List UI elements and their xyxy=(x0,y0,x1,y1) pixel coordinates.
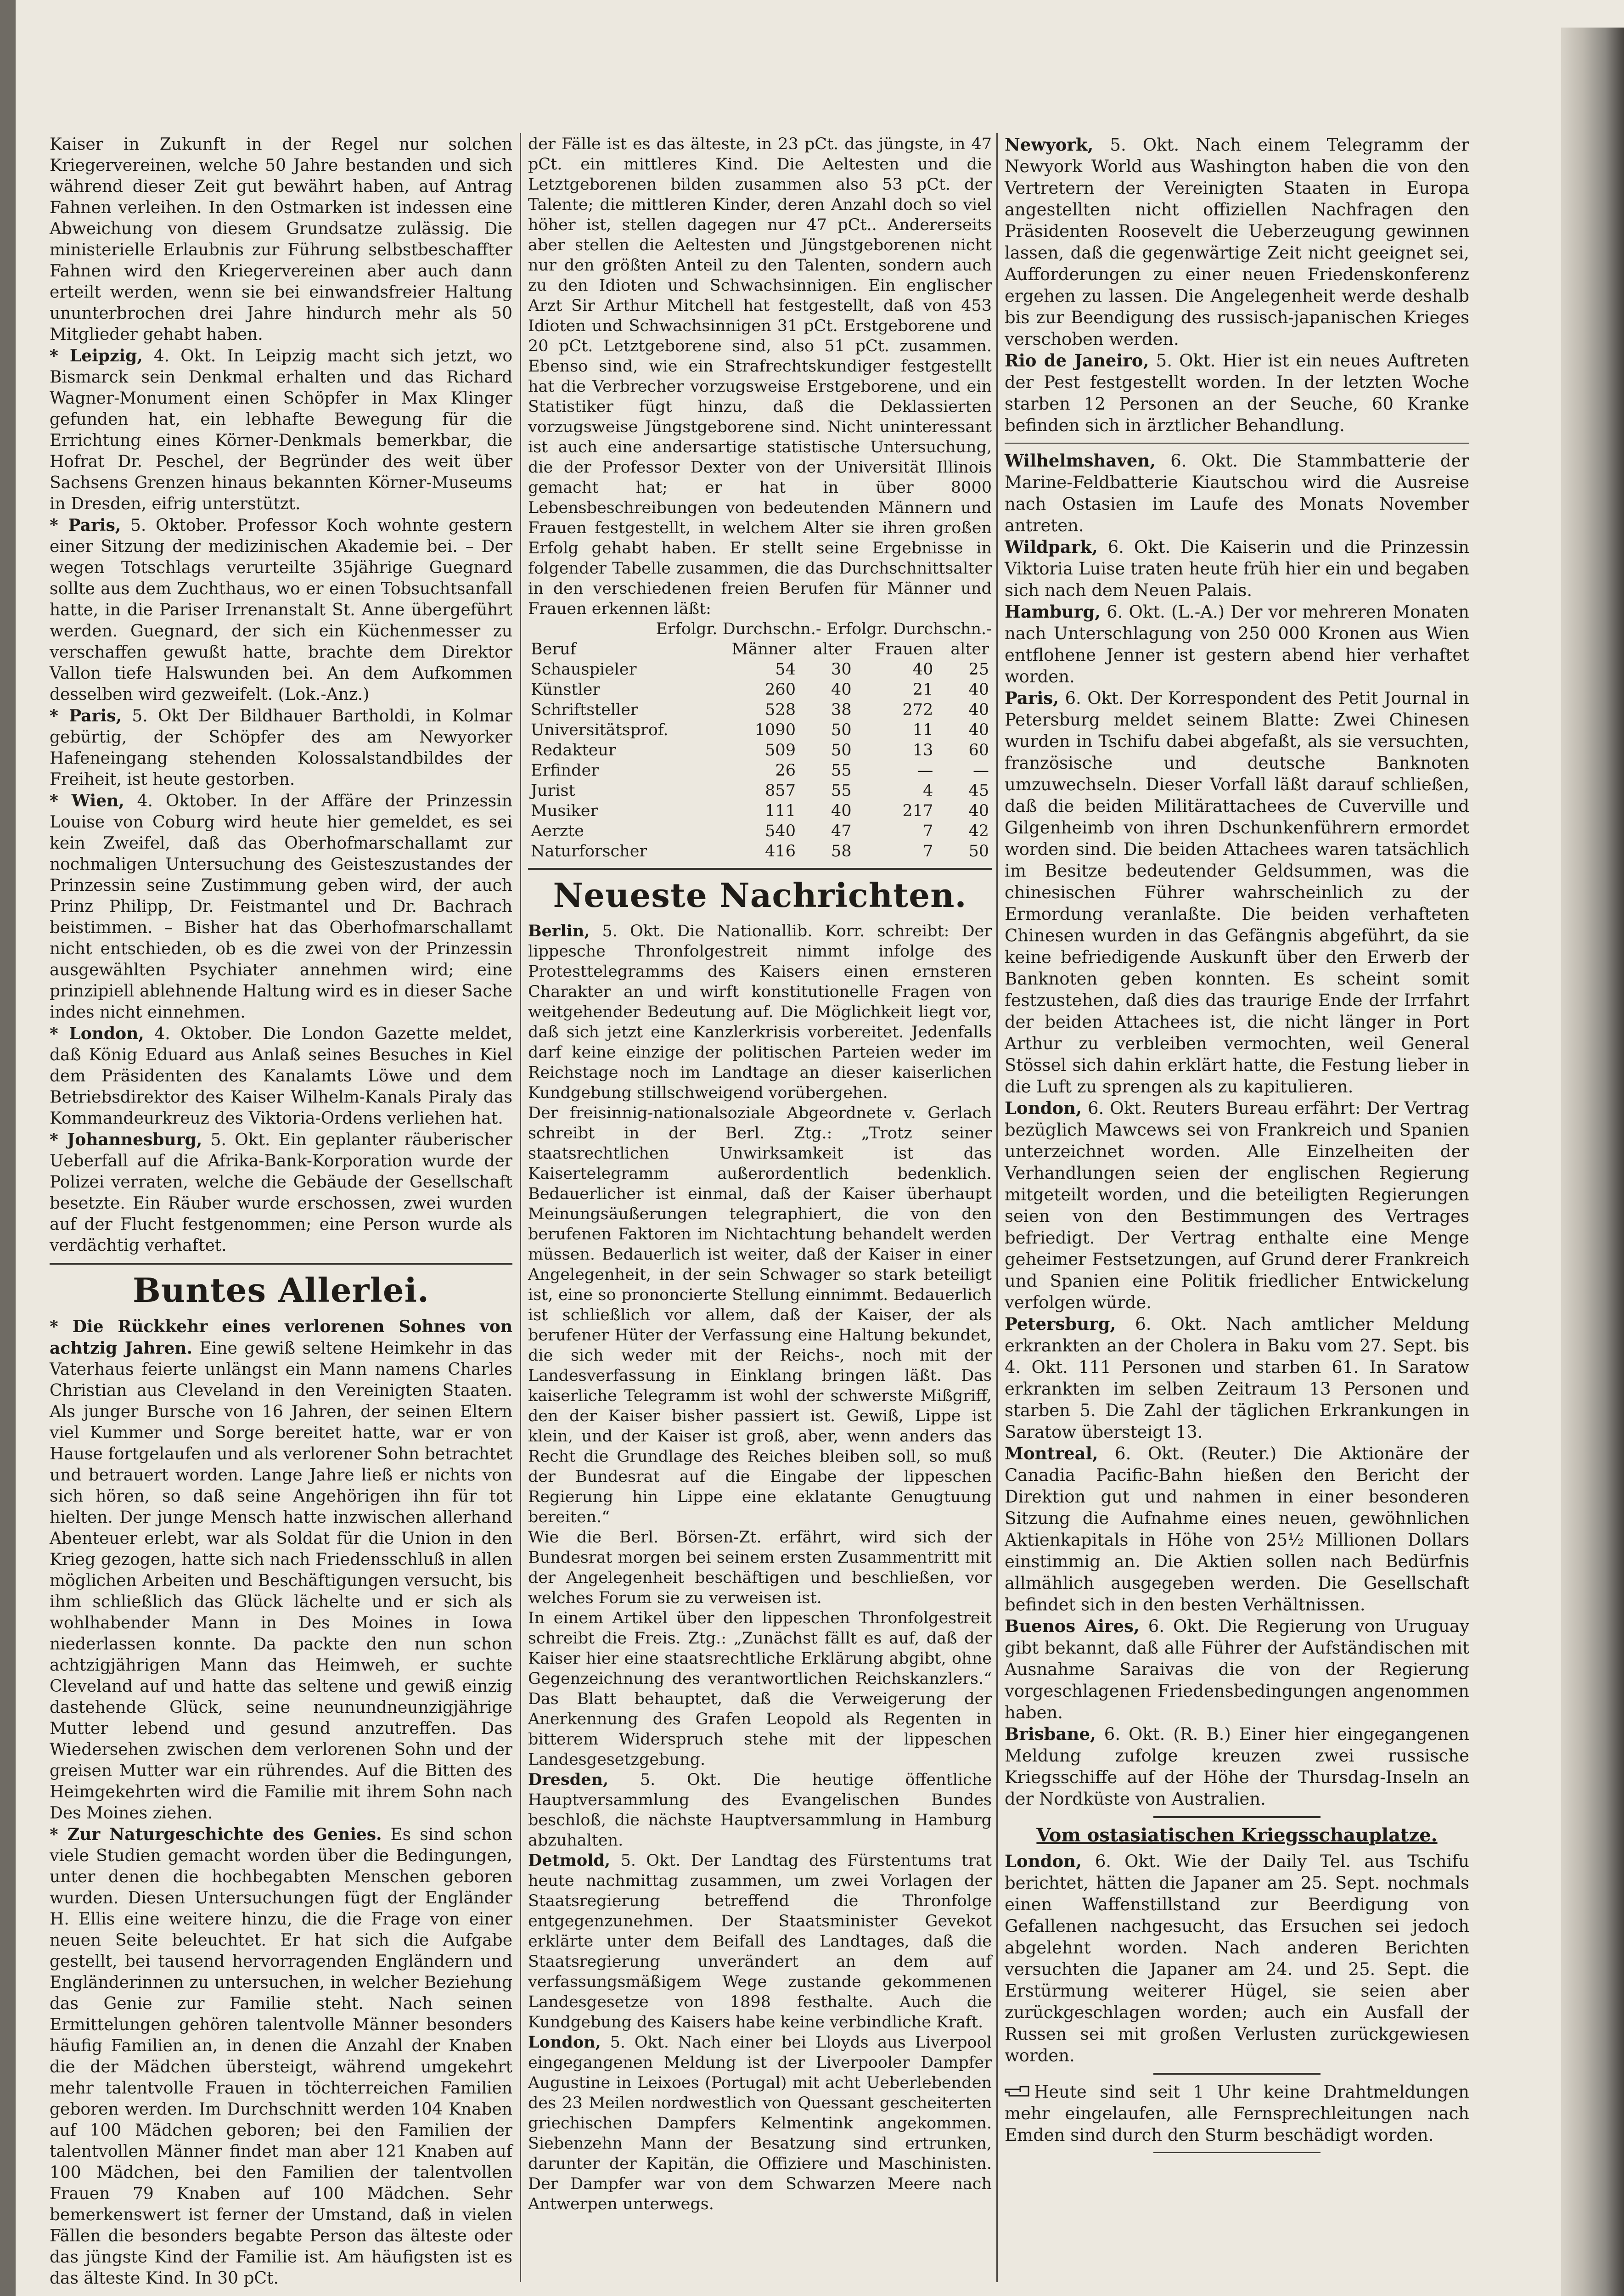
dateline: * Leipzig, xyxy=(50,346,143,366)
value-cell: 7 xyxy=(923,842,933,861)
value-cell: 857 xyxy=(765,782,796,800)
article-text: 6. Okt. Der Korrespondent des Petit Journal in Petersburg meldet seinem Blatte: Zwei Chinesen wurden in Tschifu dabei abgefaßt, als sie versuchten, französische und deutsche Banknoten umzuwechseln. Dieser Vorfall läßt darauf schließen, daß die beiden Militärattachees de Cuverville und Gilgenheimb von ihren Dschunkenführern ermordet worden sind. Die beiden Attachees waren tatsächlich im Besitze bedeutender Geldsummen, was die chinesischen Führer wahrscheinlich zu der Ermordung veranlaßte. Die beiden verhafteten Chinesen wurden in das Gefängnis abgeführt, da sie keine befriedigende Auskunft über den Erwerb der Banknoten geben konnten. Es scheint somit festzustehen, daß dies das traurige Ende der Irrfahrt der beiden Attachees ist, die nicht länger in Port Arthur zu verbleiben vermochten, weil General Stössel sich dahin erklärt hatte, die Festung lieber in die Luft zu sprengen als zu kapitulieren. xyxy=(1005,688,1469,1097)
article-text: Heute sind seit 1 Uhr keine Drahtmeldungen mehr eingelaufen, alle Fernsprechleitungen nach Emden sind durch den Sturm beschädigt worden. xyxy=(1005,2082,1469,2145)
value-cell: 54 xyxy=(775,660,796,679)
value-cell: 40 xyxy=(831,681,852,699)
article-text: 6. Okt. Reuters Bureau erfährt: Der Vertrag bezüglich Mawcews sei von Frankreich und Spanien unterzeichnet worden. Alle Einzelheiten der Verhandlungen seien der englischen Regierung mitgeteilt worden, und die beteiligten Regierungen seien von den Bestimmungen des Vertrages befriedigt. Der Vertrag enthalte eine Menge geheimer Festsetzungen, auf Grund derer Frankreich und Spanien eine Politik friedlicher Entwickelung verfolgen würde. xyxy=(1005,1098,1469,1312)
section-heading-neueste-nachrichten: Neueste Nachrichten. xyxy=(553,876,967,915)
article-text: 5. Okt. Die Nationallib. Korr. schreibt: Der lippesche Thronfolgestreit nimmt infolge des Protesttelegramms des Kaisers einen ernsteren Charakter an und wirft konstitutionelle Fragen von weitgehender Bedeutung auf. Die Möglichkeit liegt vor, daß sich jetzt eine Kanzlerkrisis vorbereitet. Jedenfalls darf keine einzige der politischen Parteien weder im Reichstage noch im Landtage an dieser kaiserlichen Kundgebung stillschweigend vorübergehen. xyxy=(528,922,992,1102)
column-1 xyxy=(50,134,512,2289)
column-divider-1 xyxy=(520,133,521,2282)
profession-cell: Musiker xyxy=(531,802,598,820)
value-cell: 540 xyxy=(765,822,796,840)
profession-cell: Naturforscher xyxy=(531,842,647,861)
news-item-london xyxy=(50,1023,512,1129)
value-cell: 217 xyxy=(902,802,933,820)
article-text: 6. Okt. (L.-A.) Der vor mehreren Monaten nach Unterschlagung von 250 000 Kronen aus Wien entflohene Jenner ist gestern abend hier verhaftet worden. xyxy=(1005,602,1469,687)
article-text: Kaiser in Zukunft in der Regel nur solchen Kriegervereinen, welche 50 Jahre bestanden und sich während dieser Zeit gut bewährt haben, auf Antrag Fahnen verleihen. In den Ostmarken ist indessen eine Abweichung von diesem Grundsatze zulässig. Die ministerielle Erlaubnis zur Führung selbstbeschaffter Fahnen wird den Kriegervereinen aber auch dann erteilt werden, wenn sie bei einwandsfreier Haltung ununterbrochen drei Jahre hindurch mehr als 50 Mitglieder gehabt haben. xyxy=(50,135,512,344)
value-cell: 13 xyxy=(912,741,933,760)
article-text: Der freisinnig-nationalsoziale Abgeordnete v. Gerlach schreibt in der Berl. Ztg.: „Trotz seiner staatsrechtlichen Unwirksamkeit ist das Kaisertelegramm außerordentlich bedenklich. Bedauerlicher ist einmal, daß der Kaiser überhaupt Meinungsäußerungen telegraphiert, die von den berufenen Faktoren im Nichtachtung behandelt werden müssen. Bedauerlich ist weiter, daß der Kaiser in einer Angelegenheit, in der sein Schwager so stark beteiligt ist, eine so prononcierte Stellung einnimmt. Bedauerlich ist schließlich vor allem, daß der Kaiser, der als berufener Hüter der Verfassung eine Haltung bekundet, die sich weder mit der Reichs-, noch mit der Landesverfassung in Einklang bringen läßt. Das kaiserliche Telegramm ist wohl der schwerste Mißgriff, den der Kaiser bisher passiert ist. Gewiß, Lippe ist klein, und der Kaiser ist groß, aber, wenn anders das Recht die Grundlage des Reiches bleiben soll, so muß der Bundesrat auf die Eingabe der lippeschen Regierung hin Lippe eine eklatante Genugtuung bereiten.“ xyxy=(528,1104,992,1526)
news-item-montreal xyxy=(1005,1443,1469,1615)
news-item-london-2 xyxy=(1005,1851,1469,2066)
value-cell: 30 xyxy=(831,660,852,679)
article-text: 5. Okt. Hier ist ein neues Auftreten der Pest festgestellt worden. In der letzten Woche starben 12 Personen an der Seuche, 60 Kranke befinden sich in ärztlicher Behandlung. xyxy=(1005,351,1469,435)
dateline: Wilhelmshaven, xyxy=(1005,450,1156,471)
value-cell: 50 xyxy=(831,741,852,760)
dateline: Wildpark, xyxy=(1005,537,1098,557)
table-row xyxy=(528,801,992,821)
profession-cell: Künstler xyxy=(531,681,601,699)
section-rule xyxy=(528,868,992,870)
value-cell: 272 xyxy=(902,701,933,719)
value-cell: 40 xyxy=(831,802,852,820)
article-text: 5. Okt. Der Landtag des Fürstentums trat heute nachmittag zusammen, um zwei Vorlagen der Staatsregierung betreffend die Thronfolge entgegenzunehmen. Der Staatsminister Gevekot erklärte unter dem Beifall des Landtages, daß die Staatsregierung unverändert an dem auf verfassungsmäßigem Wege zustande gekommenen Landesgesetze von 1898 festhalte. Auch die Kundgebung des Kaisers habe keine verbindliche Kraft. xyxy=(528,1851,992,2032)
dateline: Newyork, xyxy=(1005,135,1094,155)
value-cell: 40 xyxy=(968,681,989,699)
article-text: Eine gewiß seltene Heimkehr in das Vaterhaus feierte unlängst ein Mann namens Charles Christian aus Cleveland in den Vereinigten Staaten. Als junger Bursche von 16 Jahren, der seinen Eltern viel Kummer und Sorge bereitet hatte, war er von Hause fortgelaufen und als verlorener Sohn betrachtet und betrauert worden. Lange Jahre ließ er nichts von sich hören, so daß seine Angehörigen ihn für tot hielten. Der junge Mensch hatte inzwischen allerhand Abenteuer erlebt, war als Soldat für die Union in den Krieg gezogen, hatte sich nach Friedensschluß in allen möglichen Arbeiten und Beschäftigungen versucht, bis ihm schließlich das Glück lächelte und er sich als wohlhabender Mann in Des Moines in Iowa niederlassen konnte. Da packte den nun schon achtzigjährigen Mann das Heimweh, er suchte Cleveland auf und hatte das seltene und gewiß einzig dastehende Glück, seine neunundneunzigjährige Mutter lebend und gesund anzutreffen. Das Wiedersehen zwischen dem verlorenen Sohn und der greisen Mutter war ein rührendes. Auf die Bitten des Heimgekehrten wird die Familie mit ihrem Sohn nach Des Moines ziehen. xyxy=(50,1339,512,1823)
article-text: 5. Okt. Nach einem Telegramm der Newyork World aus Washington haben die von den Vertretern der Vereinigten Staaten in Europa angestellten nicht offiziellen Nachfragen den Präsidenten Roosevelt die Ueberzeugung gewinnen lassen, daß die gegenwärtige Zeit nicht geeignet sei, Aufforderungen zu einer neuen Friedenskonferenz ergehen zu lassen. Die Angelegenheit werde deshalb bis zur Beendigung des russisch-japanischen Krieges verschoben werden. xyxy=(1005,135,1469,349)
section-rule xyxy=(1153,2152,1321,2153)
article-text: Wie die Berl. Börsen-Zt. erfährt, wird sich der Bundesrat morgen bei seinem ersten Zusammentritt mit der Angelegenheit beschäftigen und beschließen, vor welches Forum sie zu verweisen ist. xyxy=(528,1528,992,1607)
profession-cell: Universitätsprof. xyxy=(531,721,669,739)
news-item-paris-2 xyxy=(50,705,512,790)
value-cell: 111 xyxy=(765,802,796,820)
news-item-paris-1 xyxy=(50,515,512,705)
value-cell: 45 xyxy=(968,782,989,800)
value-cell: 40 xyxy=(912,660,933,679)
article-text: 6. Okt. Wie der Daily Tel. aus Tschifu berichtet, hätten die Japaner am 25. Sept. nochmals einen Waffenstillstand zur Beerdigung von Gefallenen nachgesucht, das Ersuchen sei jedoch abgelehnt worden. Nach anderen Berichten versuchten die Japaner am 24. und 25. Sept. die Erstürmung weiterer Hügel, sie seien aber zurückgeschlagen worden; auch ein Ausfall der Russen sei mit großen Verlusten zurückgewiesen worden. xyxy=(1005,1851,1469,2065)
pointing-hand-icon xyxy=(1005,2081,1034,2103)
profession-cell: Jurist xyxy=(531,782,575,800)
dateline: Berlin, xyxy=(528,922,590,940)
value-cell: 47 xyxy=(831,822,852,840)
table-header-row xyxy=(528,639,992,659)
table-row xyxy=(528,760,992,781)
value-cell: 40 xyxy=(968,802,989,820)
dateline: * Johannesburg, xyxy=(50,1130,202,1149)
table-body xyxy=(528,659,992,861)
column-3 xyxy=(1005,134,1469,2160)
news-item-dresden xyxy=(528,1770,992,1851)
value-cell: 50 xyxy=(968,842,989,861)
table-row xyxy=(528,821,992,841)
profession-cell: Redakteur xyxy=(531,741,616,760)
news-item-wildpark xyxy=(1005,536,1469,601)
article-text: 5. Okt. Die heutige öffentliche Hauptversammlung des Evangelischen Bundes beschloß, die nächste Hauptversammlung in Hamburg abzuhalten. xyxy=(528,1771,992,1850)
profession-cell: Erfinder xyxy=(531,761,599,780)
value-cell: 58 xyxy=(831,842,852,861)
dateline: Montreal, xyxy=(1005,1443,1098,1463)
profession-cell: Schauspieler xyxy=(531,660,637,679)
article-text: 6. Okt. Nach amtlicher Meldung erkrankten an der Cholera in Baku vom 27. Sept. bis 4. Okt. 111 Personen und starben 61. In Saratow erkrankten im selben Zeitraum 13 Personen und starben 5. Die Zahl der täglichen Erkrankungen in Saratow übersteigt 13. xyxy=(1005,1314,1469,1442)
column-header: alter xyxy=(950,640,989,658)
article-text: Es sind schon viele Studien gemacht worden über die Bedingungen, unter denen die hochbegabten Menschen geboren wurden. Diesen Untersuchungen fügt der Engländer H. Ellis eine weitere hinzu, die die Frage von einer neuen Seite beleuchtet. Er hat sich die Aufgabe gestellt, bei tausend hervorragenden Engländern und Engländerinnen zu untersuchen, in welcher Beziehung das Genie zur Familie steht. Nach seinen Ermittelungen gehören talentvolle Männer besonders häufig Familien an, in denen die Anzahl der Knaben die der Mädchen übersteigt, während umgekehrt mehr talentvolle Frauen in töchterreichen Familien geboren werden. Im Durchschnitt werden 104 Knaben auf 100 Mädchen geboren; bei den Familien der talentvollen Männer findet man aber 121 Knaben auf 100 Mädchen, bei den Familien der talentvollen Frauen 79 Knaben auf 100 Mädchen. Sehr bemerkenswert ist ferner der Umstand, daß in vielen Fällen die besonders begabte Person das älteste oder das jüngste Kind der Familie ist. Am häufigsten ist es das älteste Kind. In 30 pCt. xyxy=(50,1825,513,2288)
news-item-wien xyxy=(50,790,512,1023)
value-cell: 26 xyxy=(775,761,796,780)
column-divider-2 xyxy=(996,133,998,2282)
dateline: Dresden, xyxy=(528,1770,609,1789)
value-cell: 40 xyxy=(968,721,989,739)
dateline: Paris, xyxy=(1005,688,1059,708)
value-cell: 528 xyxy=(765,701,796,719)
value-cell: 38 xyxy=(831,701,852,719)
news-item-wilhelmshaven xyxy=(1005,450,1469,536)
value-cell: 25 xyxy=(968,660,989,679)
table-row xyxy=(528,841,992,861)
table-row xyxy=(528,720,992,740)
dateline: Brisbane, xyxy=(1005,1724,1096,1744)
value-cell: 55 xyxy=(831,761,852,780)
article-text: 5. Oktober. Professor Koch wohnte gestern einer Sitzung der medizinischen Akademie bei. – Der wegen Totschlags verurteilte 35jährige Guegnard sollte aus dem Zuchthaus, wo er einen Tobsuchtsanfall hatte, in die Pariser Irrenanstalt St. Anne übergeführt werden. Guegnard, der sich ein Küchenmesser zu verschaffen gewußt hatte, brachte dem Direktor Vallon tiefe Halswunden bei. An dem Aufkommen desselben wird gezweifelt. (Lok.-Anz.) xyxy=(50,516,512,704)
table-row xyxy=(528,659,992,680)
value-cell: 4 xyxy=(923,782,933,800)
value-cell: 50 xyxy=(831,721,852,739)
table-row xyxy=(528,680,992,700)
section-heading-buntes-allerlei: Buntes Allerlei. xyxy=(132,1271,430,1310)
value-cell: 509 xyxy=(765,741,796,760)
article-text: 6. Okt. (Reuter.) Die Aktionäre der Canadia Pacific-Bahn hießen den Bericht der Direktion gut und nahmen in einer besonderen Sitzung die Aufnahme eines neuen, gewöhnlichen Aktienkapitals in Höhe von 25½ Millionen Dollars einstimmig an. Die Aktien sollen nach Bedürfnis allmählich ausgegeben werden. Die Gesellschaft befindet sich in den besten Verhältnissen. xyxy=(1005,1444,1469,1615)
value-cell: 1090 xyxy=(754,721,796,739)
article-text: 6. Okt. Die Regierung von Uruguay gibt bekannt, daß alle Führer der Aufständischen mit Ausnahme Saraivas die von der Regierung vorgeschlagenen Friedensbedingungen angenommen haben. xyxy=(1005,1616,1469,1722)
news-item-london xyxy=(1005,1097,1469,1313)
dateline: Hamburg, xyxy=(1005,602,1101,622)
article-text: 4. Okt. In Leipzig macht sich jetzt, wo Bismarck sein Denkmal erhalten und das Richard Wagner-Monument einen Schöpfer in Max Klinger gefunden hat, ein lebhafte Bewegung für die Errichtung eines Körner-Denkmals bemerkbar, die Hofrat Dr. Peschel, der Begründer des weit über Sachsens Grenzen hinaus bekannten Körner-Museums in Dresden, eifrig unterstützt. xyxy=(50,347,512,513)
profession-age-table xyxy=(528,639,992,861)
dateline: Petersburg, xyxy=(1005,1314,1116,1334)
news-item-rio xyxy=(1005,350,1469,436)
table-row xyxy=(528,740,992,760)
item-title: * Die Rückkehr eines verlorenen Sohnes von achtzig Jahren. xyxy=(50,1317,512,1358)
value-cell: — xyxy=(973,761,989,780)
value-cell: 55 xyxy=(831,782,852,800)
article-text: 5. Okt. Ein geplanter räuberischer Ueberfall auf die Afrika-Bank-Korporation wurde der Polizei verraten, welche die Gebäude der Gesellschaft besetzte. Ein Räuber wurde erschossen, zwei wurden auf der Flucht festgenommen; eine Person wurde als verdächtig verhaftet. xyxy=(50,1131,512,1255)
article-text: 6. Okt. (R. B.) Einer hier eingegangenen Meldung zufolge kreuzen zwei russische Kriegsschiffe auf der Höhe der Thursdag-Inseln an der Nordküste von Australien. xyxy=(1005,1724,1469,1809)
dateline: * Wien, xyxy=(50,791,124,810)
dateline: Buenos Aires, xyxy=(1005,1616,1140,1636)
news-item-london xyxy=(528,2032,992,2214)
dateline: Detmold, xyxy=(528,1851,611,1870)
page-edge-shadow xyxy=(1561,28,1624,2296)
article-text: der Fälle ist es das älteste, in 23 pCt. das jüngste, in 47 pCt. ein mittleres Kind. Die Aeltesten und die Letztgeborenen bilden zusammen also 53 pCt. der Talente; die mittleren Kinder, deren Anzahl doch so viel höher ist, stellen dagegen nur 47 pCt.. Andererseits aber stellen die Aeltesten und Jüngstgeborenen nicht nur den größten Anteil zu den Talenten, sondern auch zu den Idioten und Schwachsinnigen. Ein englischer Arzt Sir Arthur Mitchell hat festgestellt, daß von 453 Idioten und Schwachsinnigen 31 pCt. Erstgeborene und 20 pCt. Letztgeborene sind, also 51 pCt. zusammen. Ebenso sind, wie ein Strafrechtskundiger festgestellt hat die Verbrecher vorzugsweise Erstgeborene, und ein Statistiker fügt hinzu, daß die Deklassierten vorzugsweise Jüngstgeborene sind. Nicht uninteressant ist auch eine andersartige statistische Untersuchung, die der Professor Dexter von der Universität Illinois gemacht hat; er hat in über 8000 Lebensbeschreibungen von bedeutenden Männern und Frauen festgestellt, in welchem Alter sie ihren großen Erfolg gehabt haben. Er stellt seine Ergebnisse in folgender Tabelle zusammen, die das Durchschnittsalter in den verschiedenen freien Berufen für Männer und Frauen erkennen läßt: xyxy=(528,135,992,618)
news-item-buenos-aires xyxy=(1005,1615,1469,1723)
dateline: * Paris, xyxy=(50,516,121,535)
table-row xyxy=(528,781,992,801)
news-item-newyork xyxy=(1005,134,1469,350)
dateline: * London, xyxy=(50,1024,144,1043)
value-cell: 21 xyxy=(912,681,933,699)
section-rule xyxy=(1153,1816,1321,1818)
column-header: alter xyxy=(813,640,852,658)
value-cell: 7 xyxy=(923,822,933,840)
news-item-detmold xyxy=(528,1851,992,2032)
subheading-kriegsschauplatz: Vom ostasiatischen Kriegsschauplatze. xyxy=(1036,1824,1438,1846)
value-cell: 40 xyxy=(968,701,989,719)
column-2 xyxy=(528,134,992,2214)
section-rule xyxy=(1005,443,1469,444)
table-caption: Erfolgr. Durchschn.- Erfolgr. Durchschn.- xyxy=(656,620,992,638)
value-cell: — xyxy=(917,761,933,780)
profession-cell: Schriftsteller xyxy=(531,701,638,719)
dateline: * Paris, xyxy=(50,706,122,726)
news-item-johannesburg xyxy=(50,1129,512,1256)
notice-drahtmeldungen xyxy=(1005,2081,1469,2146)
dateline: London, xyxy=(528,2033,601,2052)
binding-gutter xyxy=(0,0,16,2296)
value-cell: 416 xyxy=(765,842,796,861)
value-cell: 60 xyxy=(968,741,989,760)
article-text: 4. Oktober. In der Affäre der Prinzessin Louise von Coburg wird heute hier gemeldet, es sei kein Zweifel, daß das Oberhofmarschallamt zur nochmaligen Untersuchung des Geisteszustandes der Prinzessin seine Zustimmung geben wird, der auch Prinz Philipp, Dr. Feistmantel und Dr. Bachrach beistimmen. – Bisher hat das Oberhofmarschallamt nicht entschieden, ob es die zwei von der Prinzessin ausgewählten Psychiater annehmen wird; eine prinzipiell ablehnende Haltung wird es in dieser Sache indes nicht einnehmen. xyxy=(50,792,512,1022)
value-cell: 260 xyxy=(765,681,796,699)
article-text: In einem Artikel über den lippeschen Thronfolgestreit schreibt die Freis. Ztg.: „Zunächst fällt es auf, daß der Kaiser hier eine staatsrechtliche Erklärung abgibt, ohne Gegenzeichnung des verantwortlichen Reichskanzlers.“ Das Blatt behauptet, daß die Verweigerung der Anerkennung des Grafen Leopold als Regenten in bitterem Widerspruch stehe mit der lippeschen Landesgesetzgebung. xyxy=(528,1609,992,1769)
news-item-brisbane xyxy=(1005,1723,1469,1810)
news-item-hamburg xyxy=(1005,601,1469,687)
dateline: Rio de Janeiro, xyxy=(1005,350,1149,371)
item-title: * Zur Naturgeschichte des Genies. xyxy=(50,1825,382,1844)
value-cell: 42 xyxy=(968,822,989,840)
news-item-berlin xyxy=(528,921,992,1103)
article-text: 6. Okt. Die Stammbatterie der Marine-Feldbatterie Kiautschou wird die Ausreise nach Ostasien im Laufe des Monats November antreten. xyxy=(1005,451,1469,535)
dateline: London, xyxy=(1005,1851,1082,1871)
table-row xyxy=(528,700,992,720)
value-cell: 11 xyxy=(912,721,933,739)
column-header: Männer xyxy=(731,640,796,658)
feature-item-rueckkehr xyxy=(50,1316,512,1824)
news-item-leipzig xyxy=(50,345,512,515)
profession-cell: Aerzte xyxy=(531,822,584,840)
section-rule xyxy=(1153,2073,1321,2075)
article-text: 5. Okt. Nach einer bei Lloyds aus Liverpool eingegangenen Meldung ist der Liverpooler Dampfer Augustine in Leixoes (Portugal) mit acht Ueberlebenden des 23 Meilen nordwestlich von Quessant gescheiterten griechischen Dampfers Kelmentink angekommen. Siebenzehn Mann der Besatzung sind ertrunken, darunter der Kapitän, die Offiziere und Maschinisten. Der Dampfer war von dem Schwarzen Meere nach Antwerpen unterwegs. xyxy=(528,2033,992,2213)
news-item-petersburg xyxy=(1005,1313,1469,1443)
article-text: 6. Okt. Die Kaiserin und die Prinzessin Viktoria Luise traten heute früh hier ein und begaben sich nach dem Neuen Palais. xyxy=(1005,537,1469,600)
article-text: 4. Oktober. Die London Gazette meldet, daß König Eduard aus Anlaß seines Besuches in Kiel dem Präsidenten des Kanalamts Löwe und dem Betriebsdirektor des Kaiser Wilhelm-Kanals Piraly das Kommandeurkreuz des Viktoria-Ordens verliehen hat. xyxy=(50,1024,512,1128)
article-text: 5. Okt Der Bildhauer Bartholdi, in Kolmar gebürtig, der Schöpfer des am Newyorker Hafeneingang stehenden Kolossalstandbildes der Freiheit, ist heute gestorben. xyxy=(50,707,513,789)
column-header: Frauen xyxy=(874,640,933,658)
column-header: Beruf xyxy=(531,640,576,658)
news-item-paris xyxy=(1005,687,1469,1097)
feature-item-genies xyxy=(50,1824,512,2289)
dateline: London, xyxy=(1005,1098,1082,1118)
section-rule xyxy=(50,1263,512,1265)
